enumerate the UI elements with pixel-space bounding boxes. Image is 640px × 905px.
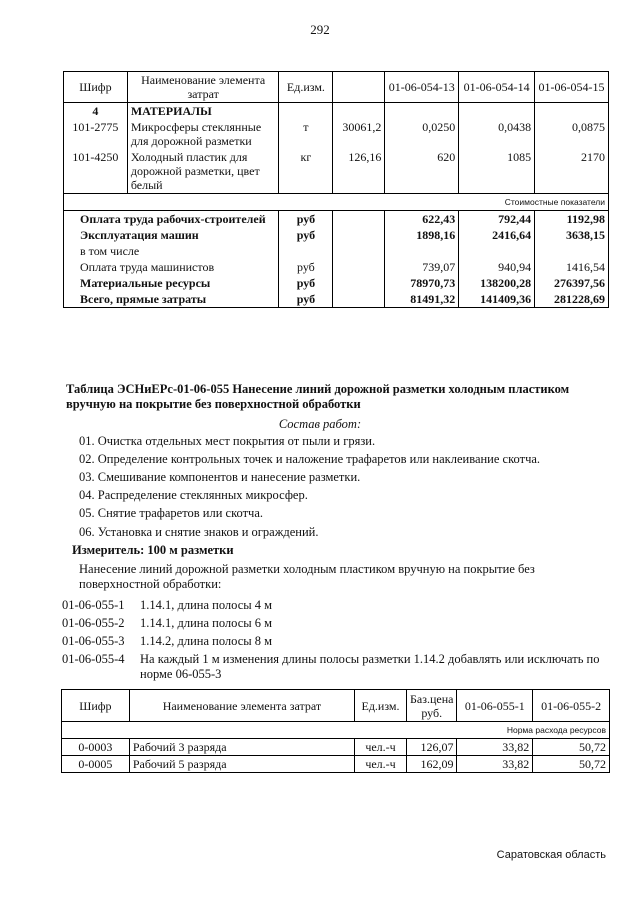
work-item: 04. Распределение стеклянных микросфер. [79,488,308,502]
row-price: 126,07 [406,739,456,756]
header-name: Наименование элемента затрат [129,690,354,722]
row-unit: чел.-ч [355,756,407,773]
resource-table-054 [63,71,609,308]
cost-v1: 78970,73 [385,275,459,291]
header-col-2: 01-06-055-2 [533,690,610,722]
cost-unit: руб [279,259,333,275]
row-v2: 1085 [459,149,535,194]
norm-header: Норма расхода ресурсов [62,722,610,739]
header-col-14: 01-06-054-14 [459,72,535,103]
cost-name: Материальные ресурсы [64,275,279,291]
page-number: 292 [310,22,330,37]
cost-row [64,275,609,291]
row-v3: 0,0875 [535,119,609,149]
code-text: 1.14.1, длина полосы 6 м [140,616,273,630]
resource-table-055 [61,689,610,773]
header-name: Наименование элемента затрат [127,72,279,103]
cost-v1: 81491,32 [385,291,459,308]
cost-v2: 138200,28 [459,275,535,291]
code-text: На каждый 1 м изменения длины полосы разметки 1.14.2 добавлять или исключать по норме 06-055-3 [140,652,600,681]
row-v1: 33,82 [457,739,533,756]
row-v2: 50,72 [533,739,610,756]
row-v2: 0,0438 [459,119,535,149]
cost-name: в том числе [64,243,279,259]
work-item: 02. Определение контрольных точек и наложение трафаретов или наклеивание скотча. [79,452,541,466]
table-caption: Таблица ЭСНиЕРс-01-06-055 Нанесение линий дорожной разметки холодным пластиком вручную на покрытие без поверхностной обработки [66,382,570,411]
cost-name: Всего, прямые затраты [64,291,279,308]
header-unit: Ед.изм. [279,72,333,103]
row-unit: чел.-ч [355,739,407,756]
cost-unit: руб [279,291,333,308]
cost-header-row [64,194,609,211]
work-item: 06. Установка и снятие знаков и ограждений. [79,525,319,539]
work-item: 01. Очистка отдельных мест покрытия от пыли и грязи. [79,434,376,448]
table-row [64,119,609,149]
code-text: 1.14.2, длина полосы 8 м [140,634,273,648]
code-id: 01-06-055-2 [62,616,125,630]
cost-v1: 622,43 [385,211,459,228]
section-title: МАТЕРИАЛЫ [127,103,279,120]
row-name: Рабочий 5 разряда [129,756,354,773]
row-code: 101-4250 [64,149,128,194]
cost-v2: 2416,64 [459,227,535,243]
header-price [333,72,385,103]
description: Нанесение линий дорожной разметки холодным пластиком вручную на покрытие без поверхностной обработки: [79,562,535,591]
row-code: 101-2775 [64,119,128,149]
code-id: 01-06-055-3 [62,634,125,648]
composition-title: Состав работ: [278,417,362,431]
header-price: Баз.цена руб. [406,690,456,722]
cost-v3: 3638,15 [535,227,609,243]
cost-v2: 141409,36 [459,291,535,308]
row-v2: 50,72 [533,756,610,773]
row-name: Рабочий 3 разряда [129,739,354,756]
cost-v2: 940,94 [459,259,535,275]
cost-unit: руб [279,227,333,243]
code-item [62,598,272,613]
cost-row [64,243,609,259]
cost-v1: 739,07 [385,259,459,275]
row-name: Холодный пластик для дорожной разметки, цвет белый [127,149,279,194]
table-row [62,739,610,756]
cost-v1: 1898,16 [385,227,459,243]
code-item [62,634,272,649]
cost-v3: 1192,98 [535,211,609,228]
header-col-15: 01-06-054-15 [535,72,609,103]
code-text: 1.14.1, длина полосы 4 м [140,598,273,612]
header-unit: Ед.изм. [355,690,407,722]
section-row [64,103,609,120]
row-v1: 620 [385,149,459,194]
row-price: 126,16 [333,149,385,194]
section-code: 4 [64,103,128,120]
header-code: Шифр [62,690,130,722]
cost-name: Оплата труда машинистов [64,259,279,275]
footer-region: Саратовская область [496,849,606,861]
header-col-1: 01-06-055-1 [457,690,533,722]
row-unit: кг [279,149,333,194]
row-v3: 2170 [535,149,609,194]
table-header-row [64,72,609,103]
norm-header-row [62,722,610,739]
table-row [62,756,610,773]
cost-name: Эксплуатация машин [64,227,279,243]
row-unit: т [279,119,333,149]
row-v1: 0,0250 [385,119,459,149]
cost-name: Оплата труда рабочих-строителей [64,211,279,228]
cost-unit: руб [279,211,333,228]
cost-row [64,291,609,308]
cost-unit: руб [279,275,333,291]
row-code: 0-0005 [62,756,130,773]
cost-v3: 281228,69 [535,291,609,308]
table-header-row [62,690,610,722]
row-name: Микросферы стеклянные для дорожной разметки [127,119,279,149]
code-item [62,616,272,631]
code-id: 01-06-055-1 [62,598,125,612]
work-item: 03. Смешивание компонентов и нанесение разметки. [79,470,361,484]
code-item [62,652,612,682]
row-v1: 33,82 [457,756,533,773]
row-code: 0-0003 [62,739,130,756]
work-item: 05. Снятие трафаретов или скотча. [79,506,264,520]
cost-v3: 276397,56 [535,275,609,291]
measure-unit: Измеритель: 100 м разметки [72,543,234,557]
row-price: 162,09 [406,756,456,773]
table-row [64,149,609,194]
cost-row [64,227,609,243]
cost-v2: 792,44 [459,211,535,228]
code-id: 01-06-055-4 [62,652,125,666]
header-code: Шифр [64,72,128,103]
cost-row [64,259,609,275]
cost-row [64,211,609,228]
header-col-13: 01-06-054-13 [385,72,459,103]
cost-header: Стоимостные показатели [64,194,609,211]
cost-v3: 1416,54 [535,259,609,275]
row-price: 30061,2 [333,119,385,149]
